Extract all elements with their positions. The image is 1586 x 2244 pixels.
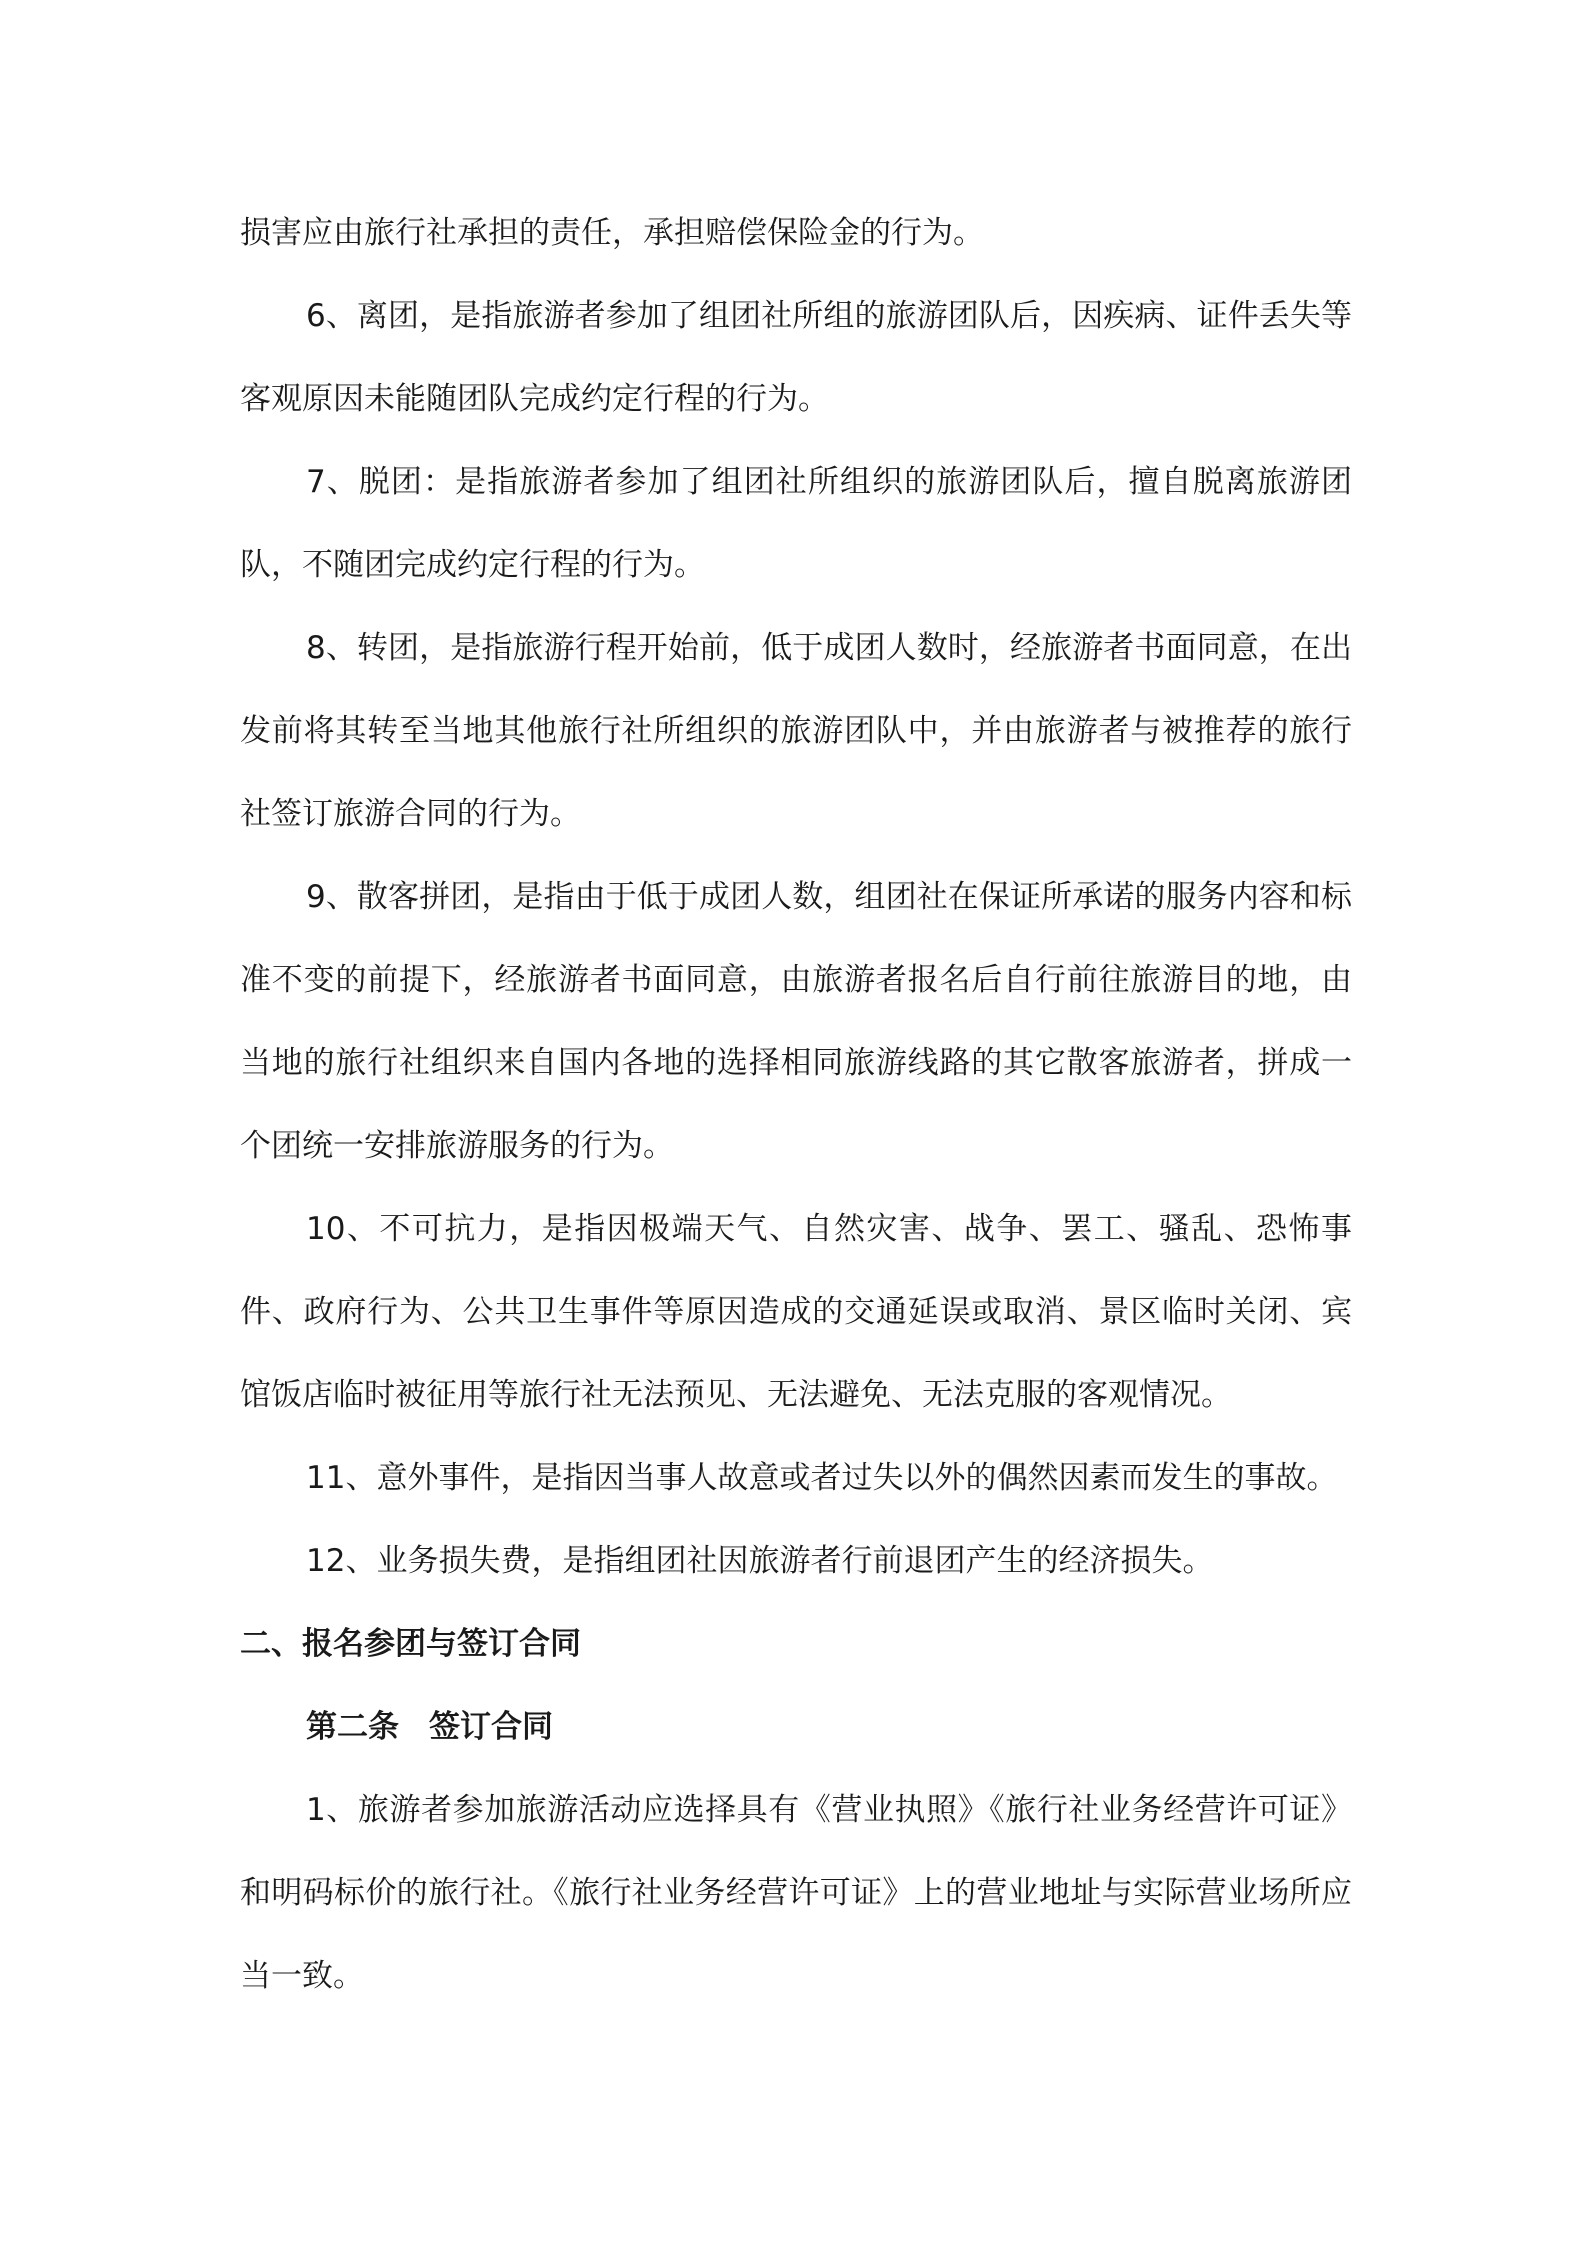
document-body bbox=[240, 192, 1352, 2018]
section-heading: 二、报名参团与签订合同 bbox=[240, 1626, 581, 1662]
article-title: 签订合同 bbox=[429, 1709, 553, 1745]
definition-6-leaving-group: 6、离团，是指旅游者参加了组团社所组的旅游团队后，因疾病、证件丢失等客观原因未能随团队完成约定行程的行为。 bbox=[240, 298, 1352, 417]
definition-10-force-majeure: 10、不可抗力，是指因极端天气、自然灾害、战争、罢工、骚乱、恐怖事件、政府行为、公共卫生事件等原因造成的交通延误或取消、景区临时关闭、宾馆饭店临时被征用等旅行社无法预见、无法避免、无法克服的客观情况。 bbox=[240, 1211, 1352, 1413]
definition-7-breaking-away: 7、脱团：是指旅游者参加了组团社所组织的旅游团队后，擅自脱离旅游团队，不随团完成约定行程的行为。 bbox=[240, 464, 1352, 583]
definition-9-combined-group: 9、散客拼团，是指由于低于成团人数，组团社在保证所承诺的服务内容和标准不变的前提下，经旅游者书面同意，由旅游者报名后自行前往旅游目的地，由当地的旅行社组织来自国内各地的选择相同旅游线路的其它散客旅游者，拼成一个团统一安排旅游服务的行为。 bbox=[240, 879, 1352, 1164]
article-clause-1: 1、旅游者参加旅游活动应选择具有《营业执照》《旅行社业务经营许可证》和明码标价的旅行社。《旅行社业务经营许可证》上的营业地址与实际营业场所应当一致。 bbox=[240, 1792, 1352, 1994]
paragraph-continuation: 损害应由旅行社承担的责任，承担赔偿保险金的行为。 bbox=[240, 215, 984, 251]
article-number: 第二条 bbox=[306, 1709, 399, 1745]
definition-8-group-transfer: 8、转团，是指旅游行程开始前，低于成团人数时，经旅游者书面同意，在出发前将其转至当地其他旅行社所组织的旅游团队中，并由旅游者与被推荐的旅行社签订旅游合同的行为。 bbox=[240, 630, 1352, 832]
definition-12-business-loss: 12、业务损失费，是指组团社因旅游者行前退团产生的经济损失。 bbox=[306, 1543, 1214, 1579]
definition-11-accident: 11、意外事件，是指因当事人故意或者过失以外的偶然因素而发生的事故。 bbox=[306, 1460, 1338, 1496]
article-heading bbox=[240, 1686, 1352, 1769]
